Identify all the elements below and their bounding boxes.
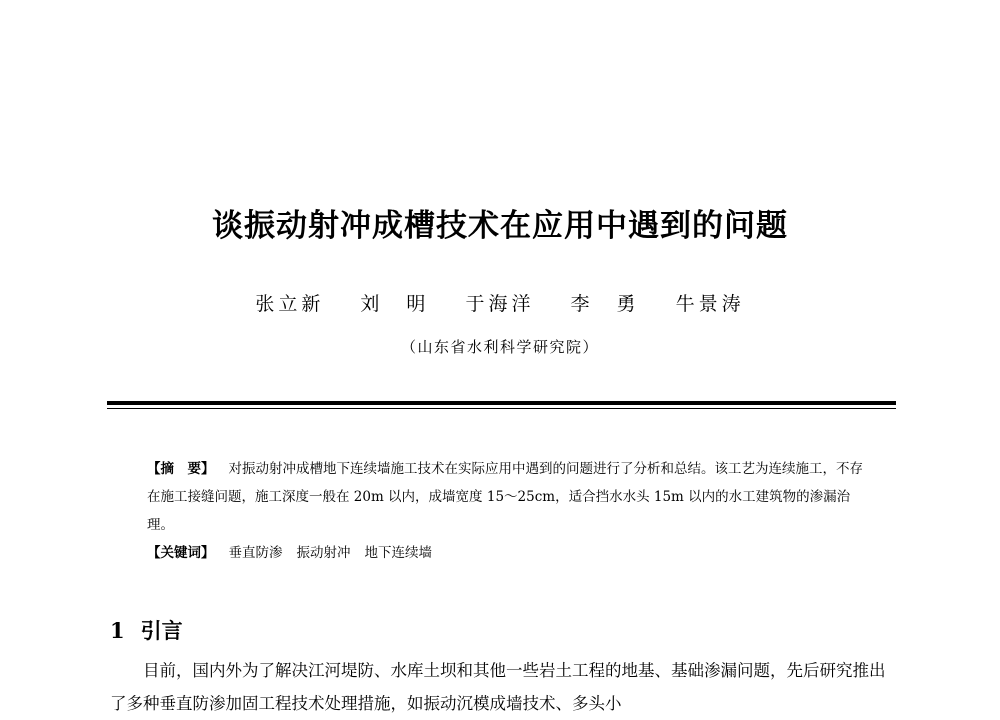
author-name: 牛景涛 [675, 293, 745, 315]
paper-title: 谈振动射冲成槽技术在应用中遇到的问题 [212, 208, 788, 244]
affiliation: （山东省水利科学研究院） [400, 338, 599, 356]
header-rule-thin [107, 408, 896, 409]
author-list [0, 289, 1000, 316]
section-number: 1 [110, 618, 125, 643]
abstract-label: 【摘 要】 [147, 461, 215, 477]
abstract-paragraph [147, 455, 865, 539]
body-paragraph: 目前，国内外为了解决江河堤防、水库土坝和其他一些岩土工程的地基、基础渗漏问题，先后研究推出了多种垂直防渗加固工程技术处理措施，如振动沉模成墙技术、多头小 [110, 661, 886, 713]
keywords-line [147, 539, 865, 567]
body-text [110, 654, 900, 720]
author-name: 李 勇 [570, 293, 640, 315]
author-name: 刘 明 [360, 293, 430, 315]
header-rule-thick [107, 401, 896, 405]
keyword: 垂直防渗 [228, 545, 283, 561]
abstract-block [147, 455, 865, 567]
keywords-label: 【关键词】 [147, 545, 215, 561]
section-heading [110, 615, 183, 645]
keyword: 振动射冲 [296, 545, 351, 561]
keyword: 地下连续墙 [364, 545, 432, 561]
author-name: 于海洋 [465, 293, 535, 315]
abstract-text: 对振动射冲成槽地下连续墙施工技术在实际应用中遇到的问题进行了分析和总结。该工艺为连续施工，不存在施工接缝问题，施工深度一般在 20m 以内，成墙宽度 15～25cm，适合挡水水头 15m 以内的水工建筑物的渗漏治理。 [147, 461, 863, 533]
section-title: 引言 [140, 618, 183, 643]
author-name: 张立新 [255, 293, 325, 315]
